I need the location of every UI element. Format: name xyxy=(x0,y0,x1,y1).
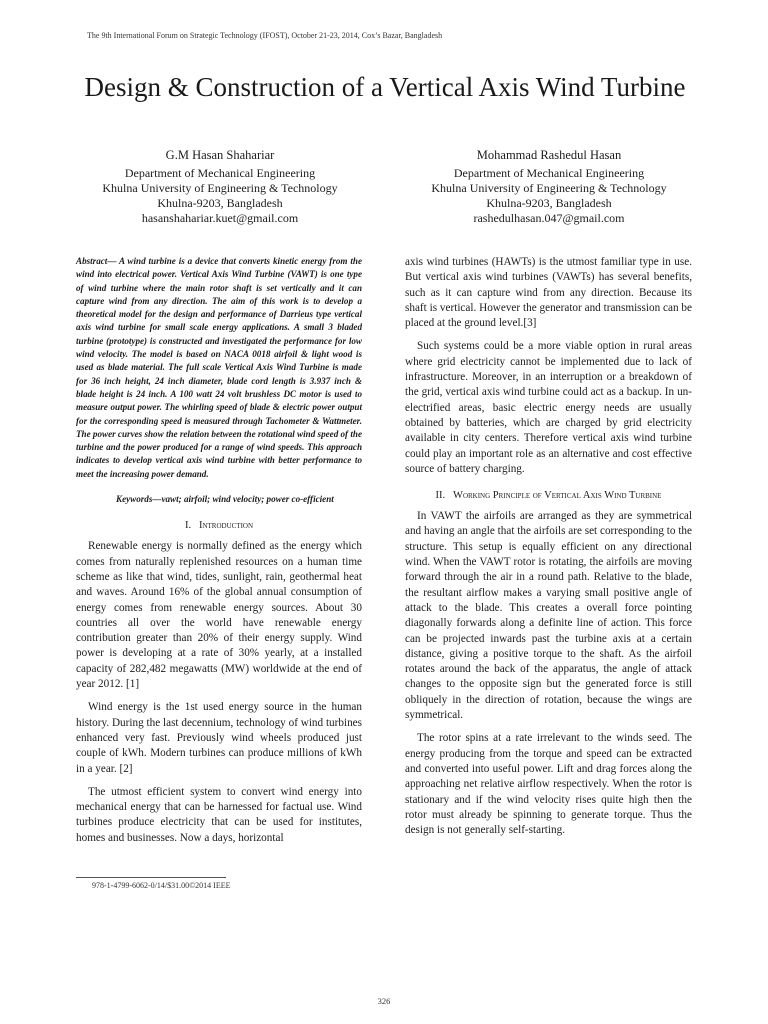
keywords xyxy=(76,493,362,506)
author-name: G.M Hasan Shahariar xyxy=(165,148,275,162)
page-number: 326 xyxy=(377,996,391,1006)
intro-paragraph-continued: axis wind turbines (HAWTs) is the utmost familiar type in use. But vertical axis wind turbines (VAWTs) has several benefits, such as it can capture wind from any direction. Because its shaft is vertical. However the generator and transmission can be placed at the ground level.[3] xyxy=(405,256,692,330)
keywords-text: vawt; airfoil; wind velocity; power co-efficient xyxy=(161,494,334,505)
section-title: Working Principle of Vertical Axis Wind Turbine xyxy=(453,490,662,502)
author-university: Khulna University of Engineering & Technology xyxy=(102,181,338,195)
intro-paragraph: Such systems could be a more viable option in rural areas where grid electricity cannot be implemented due to lack of infrastructure. Moreover, in an interruption or a breakdown of the grid, vertical axis wind turbine could act as a backup. In un-electrified areas, basic electric energy needs are usually obtained by batteries, which are charged by grid electricity available in city centers. Therefore vertical axis wind turbine could play an important role as an alternative and cost effective source of battery charging. xyxy=(405,340,692,475)
section-heading-working-principle xyxy=(405,489,692,503)
author-email: hasanshahariar.kuet@gmail.com xyxy=(141,211,299,225)
author-location: Khulna-9203, Bangladesh xyxy=(486,196,612,210)
section-title: Introduction xyxy=(198,520,254,532)
intro-paragraph: Wind energy is the 1st used energy source in the human history. During the last decennium, technology of wind turbines enhanced very fast. Previously wind wheels produced just couple of kWh. Modern turbines can produce millions of kWh in a year. [2] xyxy=(76,701,362,775)
copyright-footnote: 978-1-4799-6062-0/14/$31.00©2014 IEEE xyxy=(92,881,231,890)
right-column xyxy=(405,255,692,846)
author-block-2 xyxy=(399,148,699,226)
left-column xyxy=(76,255,362,854)
section-heading-introduction xyxy=(76,519,362,533)
author-department: Department of Mechanical Engineering xyxy=(124,166,316,180)
abstract-label: Abstract— xyxy=(76,256,117,266)
intro-paragraph: The utmost efficient system to convert wind energy into mechanical energy that can be harnessed for factual use. Wind turbines produce electricity that can be used for institutes, homes and businesses. Now a days, horizontal xyxy=(76,785,362,844)
intro-paragraph: Renewable energy is normally defined as the energy which comes from naturally replenished resources on a human time scheme as like that wind, tides, sunlight, rain, geothermal heat and waves. Around 16% of the global annual consumption of energy comes from renewable energy sources. About 30 countries all over the world have renewable energy contribution greater than 20% of their energy supply. Wind power is developing at a rate of 30% yearly, at a installed capacity of 282,482 megawatts (MW) worldwide at the end of year 2012. [1] xyxy=(76,540,362,691)
author-name: Mohammad Rashedul Hasan xyxy=(476,148,622,162)
author-email: rashedulhasan.047@gmail.com xyxy=(473,211,625,225)
author-block-1 xyxy=(70,148,370,226)
abstract-text: A wind turbine is a device that converts kinetic energy from the wind into electrical power. Vertical Axis Wind Turbine (VAWT) is one type of wind turbine where the main rotor shaft is set vertically and it can capture wind from any direction. The aim of this work is to develop a theoretical model for the design and performance of Darrieus type vertical axis wind turbine for small scale energy applications. A small 3 bladed turbine (prototype) is constructed and investigated the performance for low wind velocity. The model is based on NACA 0018 airfoil & light wood is used as blade material. The full scale Vertical Axis Wind Turbine is made for 36 inch height, 24 inch diameter, blade cord length is 3.937 inch & blade height is 24 inch. A 100 watt 24 volt brushless DC motor is used to measure output power. The whirling speed of blade & electric power output for the corresponding speed is measured through Tachometer & Wattmeter. The power curves show the relation between the rotational wind speed of the turbine and the power produced for a range of wind speeds. This approach indicates to develop vertical axis wind turbine with better performance to meet the increasing power demand. xyxy=(76,256,362,479)
abstract xyxy=(76,255,362,481)
working-paragraph: The rotor spins at a rate irrelevant to the winds seed. The energy producing from the torque and speed can be extracted and converted into useful power. Lift and drag forces along the approaching net relative airflow respectively. When the rotor is stationary and if the wind velocity rises quite high then the rotor must already be spinning to generate torque. Thus the design is not generally self-starting. xyxy=(405,732,692,837)
section-numeral: II. xyxy=(435,490,446,502)
paper-title: Design & Construction of a Vertical Axis Wind Turbine xyxy=(84,72,686,102)
author-university: Khulna University of Engineering & Technology xyxy=(431,181,667,195)
conference-header: The 9th International Forum on Strategic Technology (IFOST), October 21-23, 2014, Cox’s Bazar, Bangladesh xyxy=(87,31,443,40)
author-location: Khulna-9203, Bangladesh xyxy=(157,196,283,210)
author-department: Department of Mechanical Engineering xyxy=(453,166,645,180)
footnote-rule xyxy=(76,877,226,878)
working-paragraph: In VAWT the airfoils are arranged as they are symmetrical and having an angle that the airfoils are set corresponding to the structure. This setup is equally efficient on any directional wind. When the VAWT rotor is rotating, the airfoils are moving forward through the air in a round path. Relative to the blade, the resultant airflow makes a varying small positive angle of attack to the blade. This creates a overall force pointing diagonally forwards along a definite line of action. This force can be projected inwards past the turbine axis at a certain distance, giving a positive torque to the shaft. As the airfoil rotates around the back of the apparatus, the angle of attack changes to the opposite sign but the generated force is still obliquely in the direction of rotation, because the wings are symmetrical. xyxy=(405,510,692,722)
keywords-label: Keywords— xyxy=(116,494,162,505)
section-numeral: I. xyxy=(184,520,192,532)
